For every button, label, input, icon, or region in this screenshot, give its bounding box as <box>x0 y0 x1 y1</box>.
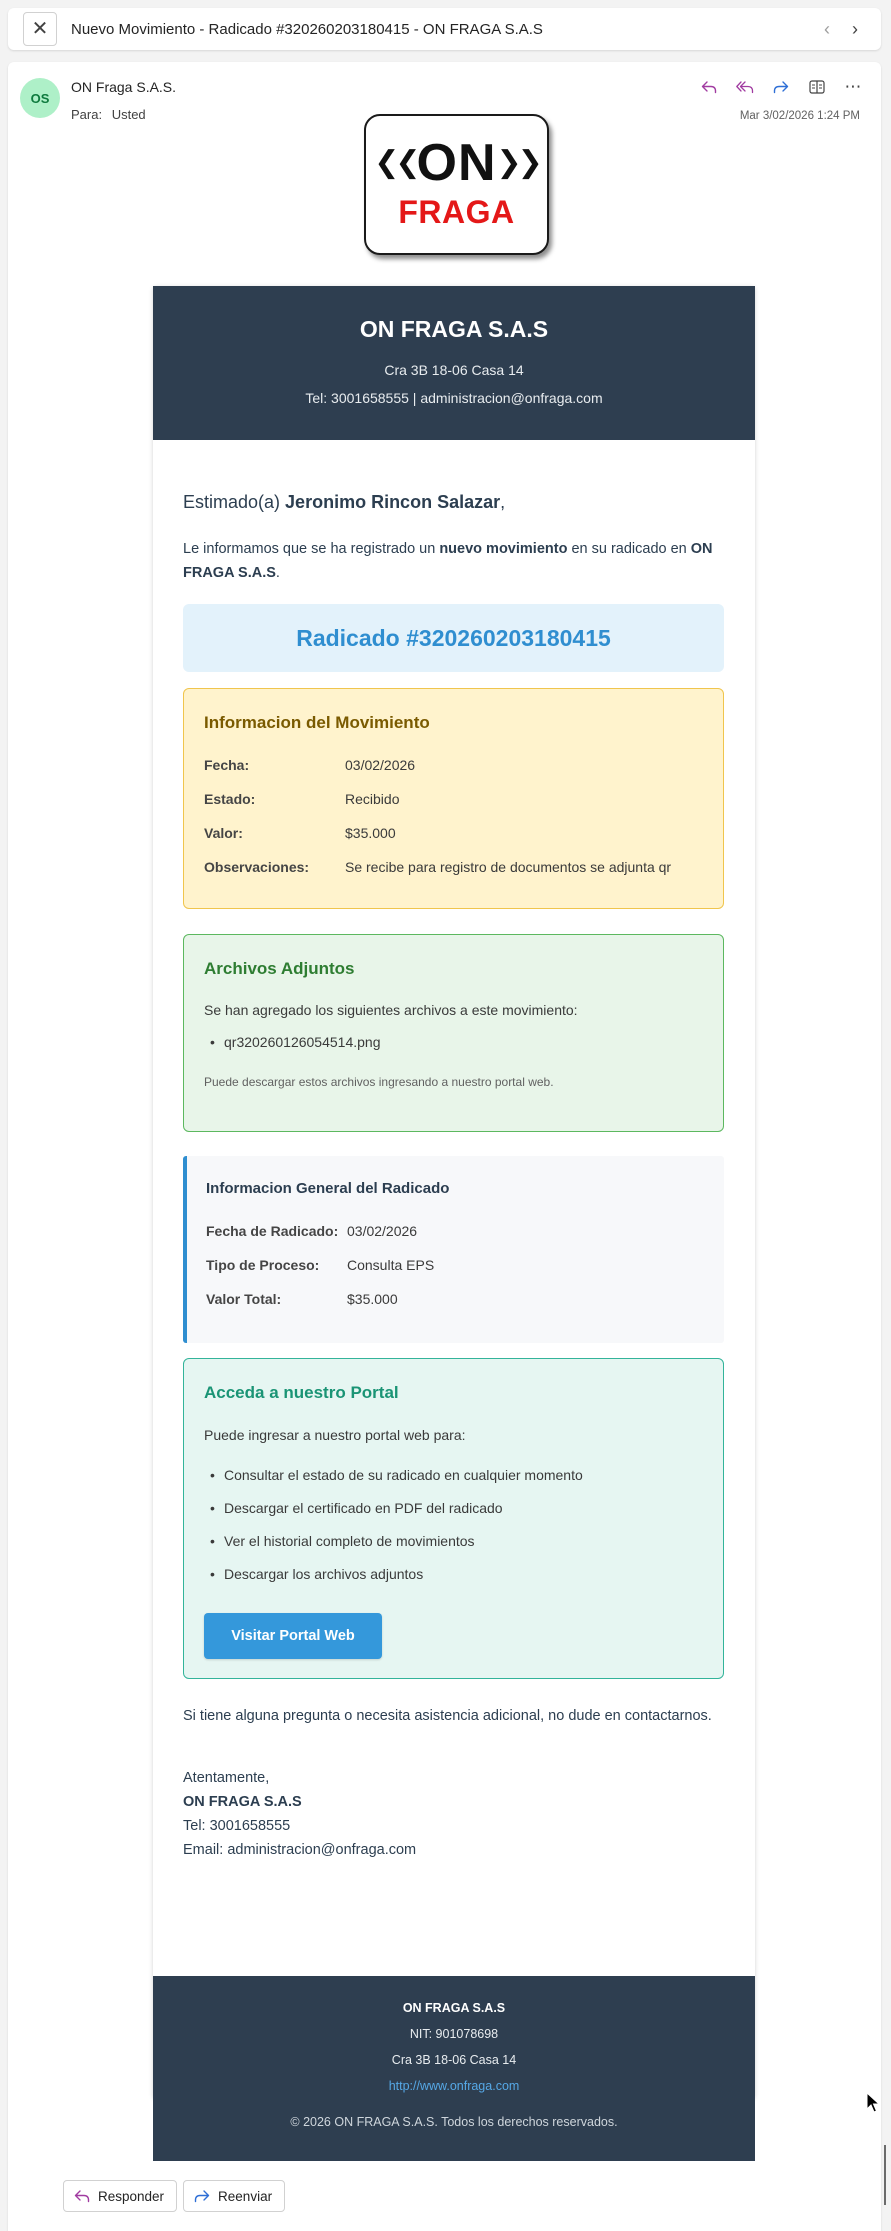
to-recipient[interactable]: Usted <box>111 107 146 122</box>
general-info-box <box>183 1156 724 1343</box>
email-content <box>153 286 755 2129</box>
forward-icon <box>773 80 789 94</box>
respond-label: Responder <box>98 2188 165 2204</box>
company-logo <box>364 114 549 255</box>
reply-bar <box>63 2180 285 2212</box>
avatar[interactable]: OS <box>20 78 60 118</box>
portal-list-item: • Descargar los archivos adjuntos <box>210 1566 424 1582</box>
general-row: Tipo de Proceso: Consulta EPS <box>206 1257 435 1273</box>
immersive-reader-icon <box>809 80 825 94</box>
signature <box>183 1766 416 1862</box>
respond-button[interactable] <box>63 2180 177 2212</box>
signature-tel: Tel: 3001658555 <box>183 1818 291 1834</box>
footer-copyright: © 2026 ON FRAGA S.A.S. Todos los derechos reservados. <box>290 2115 618 2129</box>
closing-question: Si tiene alguna pregunta o necesita asistencia adicional, no dude en contactarnos. <box>183 1708 712 1724</box>
reply-icon <box>74 2189 90 2203</box>
footer-website-link[interactable]: http://www.onfraga.com <box>388 2079 520 2093</box>
reply-all-button[interactable] <box>729 74 761 100</box>
radicado-banner: Radicado #320260203180415 <box>183 604 724 672</box>
hero-company-title: ON FRAGA S.A.S <box>359 316 549 342</box>
more-icon: ⋯ <box>844 77 862 96</box>
logo-fraga-text: FRAGA <box>398 194 515 230</box>
forward-message-button[interactable] <box>183 2180 285 2212</box>
reply-icon <box>701 80 717 94</box>
logo-on-text: ❮❮ON❯❯ <box>374 134 539 192</box>
close-icon: ✕ <box>31 18 49 40</box>
footer-nit: NIT: 901078698 <box>409 2027 499 2041</box>
next-message-button[interactable] <box>841 15 869 43</box>
visit-portal-button[interactable]: Visitar Portal Web <box>204 1613 382 1659</box>
movement-info-title: Informacion del Movimiento <box>204 713 430 732</box>
movement-row: Estado: Recibido <box>204 791 400 807</box>
subject-bar <box>8 8 881 50</box>
portal-list-item: • Consultar el estado de su radicado en cualquier momento <box>210 1467 583 1483</box>
recipients-line <box>71 107 146 122</box>
signature-company: ON FRAGA S.A.S <box>183 1794 302 1810</box>
intro-paragraph: Le informamos que se ha registrado un nuevo movimiento en su radicado en ON FRAGA S.A.S. <box>183 541 713 581</box>
portal-list-item: • Descargar el certificado en PDF del radicado <box>210 1500 503 1516</box>
attachments-note: Puede descargar estos archivos ingresando a nuestro portal web. <box>204 1075 554 1089</box>
forward-icon <box>194 2189 210 2203</box>
chevron-left-icon: ‹ <box>824 18 830 39</box>
email-header-banner <box>153 286 755 440</box>
immersive-reader-button[interactable] <box>801 74 833 100</box>
reply-all-icon <box>736 80 754 94</box>
chevron-right-icon: › <box>852 18 858 39</box>
movement-row: Valor: $35.000 <box>204 825 396 841</box>
hero-address: Cra 3B 18-06 Casa 14 <box>384 362 524 378</box>
general-row: Valor Total: $35.000 <box>206 1291 398 1307</box>
email-footer <box>153 1976 755 2161</box>
portal-intro: Puede ingresar a nuestro portal web para: <box>204 1427 466 1443</box>
scrollbar-thumb[interactable] <box>884 2145 886 2205</box>
general-info-title: Informacion General del Radicado <box>206 1180 450 1197</box>
greeting: Estimado(a) Jeronimo Rincon Salazar, <box>183 492 506 512</box>
message-date: Mar 3/02/2026 1:24 PM <box>739 110 860 122</box>
attachments-text: Se han agregado los siguientes archivos a este movimiento: <box>204 1002 578 1018</box>
message-actions <box>693 74 869 100</box>
forward-button[interactable] <box>765 74 797 100</box>
close-button[interactable] <box>23 12 57 46</box>
movement-row: Observaciones: Se recibe para registro de documentos se adjunta qr <box>204 859 672 875</box>
movement-row: Fecha: 03/02/2026 <box>204 757 416 773</box>
mouse-cursor-icon <box>866 2092 880 2114</box>
portal-title: Acceda a nuestro Portal <box>204 1383 399 1402</box>
more-actions-button[interactable] <box>837 74 869 100</box>
footer-address: Cra 3B 18-06 Casa 14 <box>391 2053 517 2067</box>
reply-button[interactable] <box>693 74 725 100</box>
attachments-title: Archivos Adjuntos <box>204 959 355 978</box>
forward-label: Reenviar <box>218 2188 273 2204</box>
portal-list-item: • Ver el historial completo de movimientos <box>210 1533 475 1549</box>
previous-message-button[interactable] <box>813 15 841 43</box>
to-label: Para: <box>71 107 103 122</box>
general-row: Fecha de Radicado: 03/02/2026 <box>206 1223 418 1239</box>
attachment-item: • qr320260126054514.png <box>210 1034 381 1050</box>
message-subject: Nuevo Movimiento - Radicado #320260203180415 - ON FRAGA S.A.S <box>71 20 543 38</box>
portal-box <box>183 1358 724 1679</box>
sender-name[interactable]: ON Fraga S.A.S. <box>71 79 177 95</box>
hero-contact: Tel: 3001658555 | administracion@onfraga.com <box>305 390 603 406</box>
recipient-name: Jeronimo Rincon Salazar <box>285 492 501 512</box>
window-titlebar <box>0 0 891 58</box>
movement-info-box <box>183 688 724 909</box>
attachments-box <box>183 934 724 1132</box>
footer-company: ON FRAGA S.A.S <box>402 2001 506 2015</box>
signature-regards: Atentamente, <box>183 1770 270 1786</box>
signature-email: Email: administracion@onfraga.com <box>183 1842 417 1858</box>
